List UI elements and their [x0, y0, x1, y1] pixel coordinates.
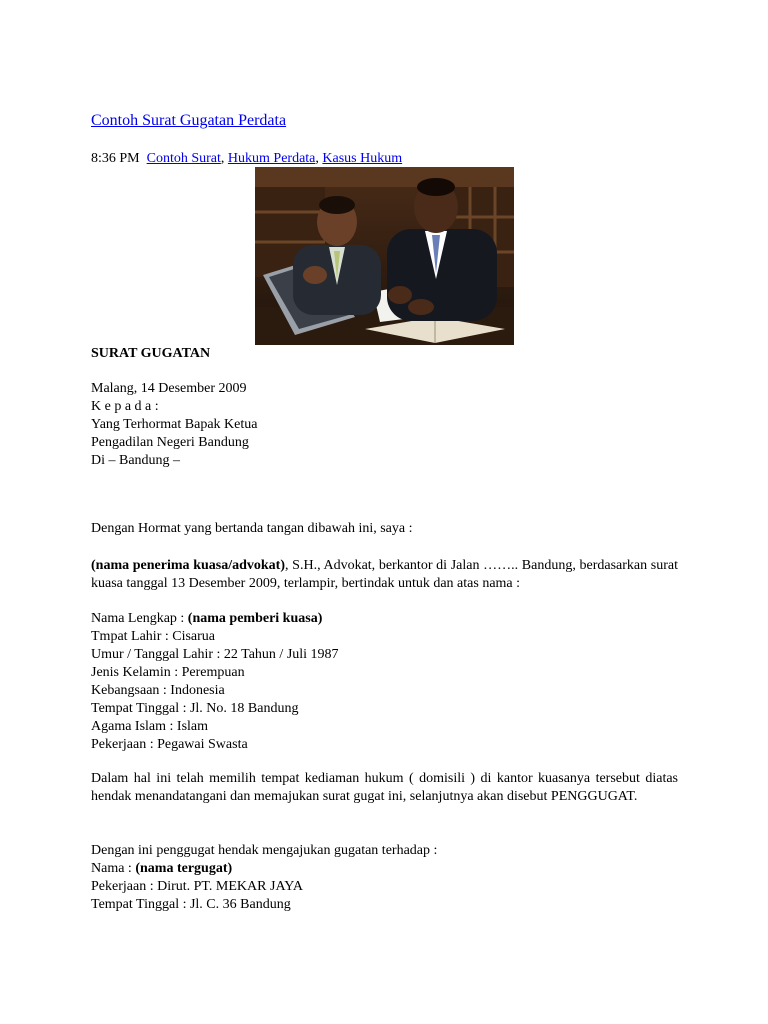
address-block	[91, 380, 678, 470]
plaintiff-name-label: Nama Lengkap :	[91, 611, 188, 626]
defendant-name-value: (nama tergugat)	[135, 861, 233, 876]
kepada-line: K e p a d a :	[91, 399, 159, 414]
recipient-line: Pengadilan Negeri Bandung	[91, 435, 249, 450]
defendant-details	[91, 842, 678, 914]
recipient-line: Di – Bandung –	[91, 453, 181, 468]
post-time: 8:36 PM	[91, 151, 140, 166]
label-link-hukum-perdata[interactable]: Hukum Perdata	[227, 151, 316, 166]
against-line: Dengan ini penggugat hendak mengajukan gugatan terhadap :	[91, 843, 438, 858]
attorney-text: , S.H., Advokat, berkantor di Jalan …….. Bandung, berdasarkan surat kuasa tanggal 13 Desember 2009, terlampir, bertindak untuk dan atas nama :	[91, 558, 679, 591]
date-place: Malang, 14 Desember 2009	[91, 381, 247, 396]
post-title-link[interactable]: Contoh Surat Gugatan Perdata	[91, 112, 287, 129]
defendant-name-label: Nama :	[91, 861, 136, 876]
recipient-line: Yang Terhormat Bapak Ketua	[91, 417, 258, 432]
lawyers-photo	[255, 167, 514, 345]
letter-heading-block	[91, 345, 678, 363]
domicile-text: Dalam hal ini telah memilih tempat kediaman hukum ( domisili ) di kantor kuasanya tersebut diatas hendak menandatangani dan memajukan surat gugat ini, selanjutnya akan disebut PENGGUGAT.	[91, 771, 678, 804]
label-link-kasus-hukum[interactable]: Kasus Hukum	[322, 151, 403, 166]
plaintiff-detail: Tmpat Lahir : Cisarua	[91, 629, 216, 644]
plaintiff-detail: Agama Islam : Islam	[91, 719, 209, 734]
letter-heading: SURAT GUGATAN	[91, 346, 211, 361]
plaintiff-details	[91, 610, 678, 754]
domicile-paragraph	[91, 770, 678, 806]
attorney-name: (nama penerima kuasa/advokat)	[91, 558, 286, 573]
defendant-detail: Tempat Tinggal : Jl. C. 36 Bandung	[91, 897, 291, 912]
post-meta: 8:36 PM Contoh Surat, Hukum Perdata, Kasus Hukum	[91, 151, 403, 166]
plaintiff-detail: Tempat Tinggal : Jl. No. 18 Bandung	[91, 701, 299, 716]
plaintiff-detail: Pekerjaan : Pegawai Swasta	[91, 737, 248, 752]
opening-block	[91, 520, 678, 538]
plaintiff-detail: Jenis Kelamin : Perempuan	[91, 665, 245, 680]
plaintiff-name-value: (nama pemberi kuasa)	[187, 611, 323, 626]
plaintiff-detail: Umur / Tanggal Lahir : 22 Tahun / Juli 1987	[91, 647, 339, 662]
opening-line: Dengan Hormat yang bertanda tangan dibawah ini, saya :	[91, 521, 413, 536]
defendant-detail: Pekerjaan : Dirut. PT. MEKAR JAYA	[91, 879, 303, 894]
plaintiff-detail: Kebangsaan : Indonesia	[91, 683, 225, 698]
attorney-paragraph	[91, 557, 678, 593]
label-link-contoh-surat[interactable]: Contoh Surat	[146, 151, 221, 166]
